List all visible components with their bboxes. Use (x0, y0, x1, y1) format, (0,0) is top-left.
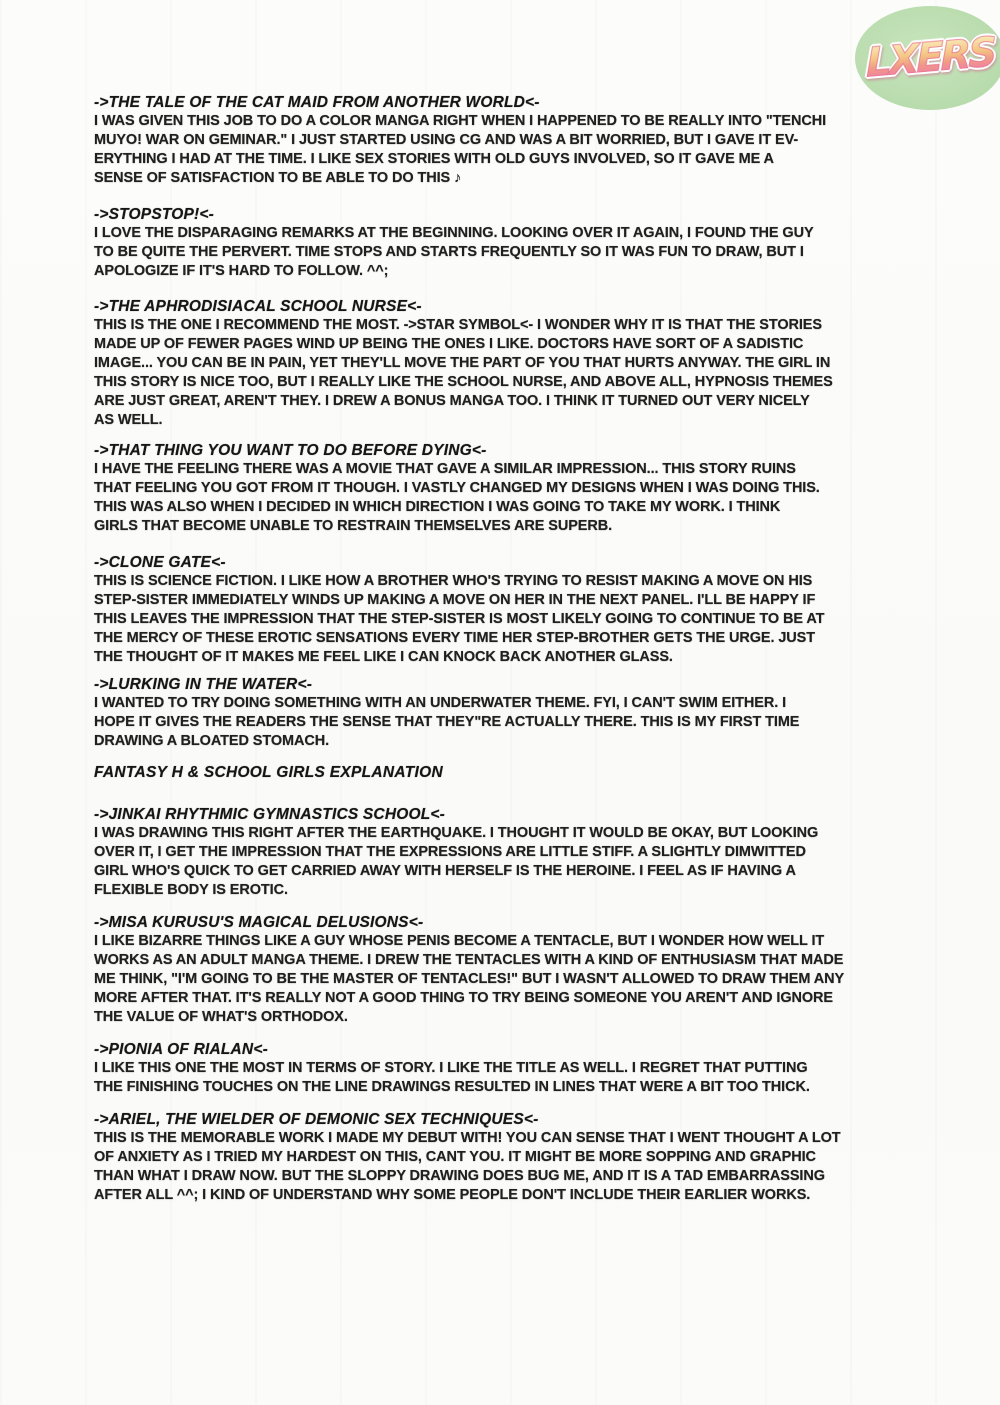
section-misa-kurusu (94, 913, 844, 1027)
text-line: WORKS AS AN ADULT MANGA THEME. I DREW THE TENTACLES WITH A KIND OF ENTHUSIASM THAT MADE (94, 952, 844, 968)
section-body (94, 1059, 810, 1097)
section-before-dying (94, 441, 820, 536)
text-line: I LOVE THE DISPARAGING REMARKS AT THE BEGINNING. LOOKING OVER IT AGAIN, I FOUND THE GUY (94, 225, 814, 241)
section-title: ->LURKING IN THE WATER<- (94, 676, 313, 693)
text-line: FLEXIBLE BODY IS EROTIC. (94, 882, 288, 898)
text-line: THIS IS THE MEMORABLE WORK I MADE MY DEBUT WITH! YOU CAN SENSE THAT I WENT THOUGHT A LOT (94, 1130, 841, 1146)
text-line: APOLOGIZE IF IT'S HARD TO FOLLOW. ^^; (94, 263, 389, 279)
section-title: ->PIONIA OF RIALAN<- (94, 1041, 268, 1058)
section-ariel (94, 1110, 841, 1205)
section-body (94, 824, 818, 900)
section-body (94, 316, 833, 430)
text-line: ARE JUST GREAT, AREN'T THEY. I DREW A BONUS MANGA TOO. I THINK IT TURNED OUT VERY NICELY (94, 393, 810, 409)
section-body (94, 572, 824, 667)
text-line: THE THOUGHT OF IT MAKES ME FEEL LIKE I CAN KNOCK BACK ANOTHER GLASS. (94, 649, 673, 665)
text-line: GIRL WHO'S QUICK TO GET CARRIED AWAY WITH HERSELF IS THE HEROINE. I FEEL AS IF HAVING A (94, 863, 796, 879)
section-cat-maid (94, 93, 826, 188)
section-title: ->CLONE GATE<- (94, 554, 226, 571)
section-body (94, 1129, 841, 1205)
text-line: GIRLS THAT BECOME UNABLE TO RESTRAIN THEMSELVES ARE SUPERB. (94, 518, 613, 534)
text-line: THIS STORY IS NICE TOO, BUT I REALLY LIKE THE SCHOOL NURSE, AND ABOVE ALL, HYPNOSIS THEMES (94, 374, 833, 390)
section-clone-gate (94, 553, 824, 667)
text-line: OF ANXIETY AS I TRIED MY HARDEST ON THIS, CANT YOU. IT MIGHT BE MORE SOPPING AND GRAPHIC (94, 1149, 816, 1165)
text-line: THE MERCY OF THESE EROTIC SENSATIONS EVERY TIME HER STEP-BROTHER GETS THE URGE. JUST (94, 630, 815, 646)
text-line: THIS IS SCIENCE FICTION. I LIKE HOW A BROTHER WHO'S TRYING TO RESIST MAKING A MOVE ON HIS (94, 573, 813, 589)
section-body (94, 224, 814, 281)
section-body (94, 932, 844, 1027)
text-line: SENSE OF SATISFACTION TO BE ABLE TO DO THIS ♪ (94, 170, 462, 186)
text-line: ERYTHING I HAD AT THE TIME. I LIKE SEX STORIES WITH OLD GUYS INVOLVED, SO IT GAVE ME A (94, 151, 774, 167)
section-title: ->JINKAI RHYTHMIC GYMNASTICS SCHOOL<- (94, 806, 446, 823)
section-title: ->THAT THING YOU WANT TO DO BEFORE DYING<- (94, 442, 487, 459)
text-line: MORE AFTER THAT. IT'S REALLY NOT A GOOD THING TO TRY BEING SOMEONE YOU AREN'T AND IGNORE (94, 990, 833, 1006)
text-line: AFTER ALL ^^; I KIND OF UNDERSTAND WHY SOME PEOPLE DON'T INCLUDE THEIR EARLIER WORKS. (94, 1187, 811, 1203)
section-body (94, 694, 799, 751)
text-line: I WAS DRAWING THIS RIGHT AFTER THE EARTHQUAKE. I THOUGHT IT WOULD BE OKAY, BUT LOOKING (94, 825, 819, 841)
text-line: TO BE QUITE THE PERVERT. TIME STOPS AND STARTS FREQUENTLY SO IT WAS FUN TO DRAW, BUT I (94, 244, 804, 260)
text-line: THAT FEELING YOU GOT FROM IT THOUGH. I VASTLY CHANGED MY DESIGNS WHEN I WAS DOING THIS. (94, 480, 820, 496)
text-line: I HAVE THE FEELING THERE WAS A MOVIE THAT GAVE A SIMILAR IMPRESSION... THIS STORY RUINS (94, 461, 796, 477)
section-title: ->THE TALE OF THE CAT MAID FROM ANOTHER WORLD<- (94, 94, 540, 111)
section-lurking-water (94, 675, 799, 751)
text-line: I LIKE THIS ONE THE MOST IN TERMS OF STORY. I LIKE THE TITLE AS WELL. I REGRET THAT PUTTING (94, 1060, 808, 1076)
text-line: THAN WHAT I DRAW NOW. BUT THE SLOPPY DRAWING DOES BUG ME, AND IT IS A TAD EMBARRASSING (94, 1168, 825, 1184)
text-line: DRAWING A BLOATED STOMACH. (94, 733, 330, 749)
text-line: AS WELL. (94, 412, 163, 428)
text-line: I WANTED TO TRY DOING SOMETHING WITH AN UNDERWATER THEME. FYI, I CAN'T SWIM EITHER. I (94, 695, 787, 711)
text-line: MUYO! WAR ON GEMINAR." I JUST STARTED USING CG AND WAS A BIT WORRIED, BUT I GAVE IT EV- (94, 132, 799, 148)
section-title: ->STOPSTOP!<- (94, 206, 215, 223)
text-line: THE FINISHING TOUCHES ON THE LINE DRAWINGS RESULTED IN LINES THAT WERE A BIT TOO THICK. (94, 1079, 810, 1095)
text-line: STEP-SISTER IMMEDIATELY WINDS UP MAKING A MOVE ON HER IN THE NEXT PANEL. I'LL BE HAPPY IF (94, 592, 816, 608)
text-line: I LIKE BIZARRE THINGS LIKE A GUY WHOSE PENIS BECOME A TENTACLE, BUT I WONDER HOW WELL IT (94, 933, 825, 949)
text-line: OVER IT, I GET THE IMPRESSION THAT THE EXPRESSIONS ARE LITTLE STIFF. A SLIGHTLY DIMWITTED (94, 844, 806, 860)
text-line: ME THINK, "I'M GOING TO BE THE MASTER OF TENTACLES!" BUT I WASN'T ALLOWED TO DRAW THEM ANY (94, 971, 845, 987)
text-line: THE VALUE OF WHAT'S ORTHODOX. (94, 1009, 348, 1025)
text-line: I WAS GIVEN THIS JOB TO DO A COLOR MANGA RIGHT WHEN I HAPPENED TO BE REALLY INTO "TENCHI (94, 113, 826, 129)
text-line: HOPE IT GIVES THE READERS THE SENSE THAT THEY"RE ACTUALLY THERE. THIS IS MY FIRST TIME (94, 714, 800, 730)
section-body (94, 460, 820, 536)
section-title: ->ARIEL, THE WIELDER OF DEMONIC SEX TECHNIQUES<- (94, 1111, 539, 1128)
section-pionia (94, 1040, 810, 1097)
section-jinkai-gymnastics (94, 805, 818, 900)
section-stopstop (94, 205, 814, 281)
text-line: THIS IS THE ONE I RECOMMEND THE MOST. ->STAR SYMBOL<- I WONDER WHY IT IS THAT THE STORIES (94, 317, 822, 333)
lxers-logo-badge (855, 6, 1000, 110)
section-school-nurse (94, 297, 833, 430)
text-line: THIS LEAVES THE IMPRESSION THAT THE STEP-SISTER IS MOST LIKELY GOING TO CONTINUE TO BE AT (94, 611, 825, 627)
section-title: ->THE APHRODISIACAL SCHOOL NURSE<- (94, 298, 422, 315)
section-title: ->MISA KURUSU'S MAGICAL DELUSIONS<- (94, 914, 424, 931)
section-body (94, 112, 826, 188)
group-heading-fantasy-h: FANTASY H & SCHOOL GIRLS EXPLANATION (94, 764, 443, 781)
text-line: THIS WAS ALSO WHEN I DECIDED IN WHICH DIRECTION I WAS GOING TO TAKE MY WORK. I THINK (94, 499, 781, 515)
lxers-logo-text: LXERS (865, 29, 995, 87)
text-line: IMAGE... YOU CAN BE IN PAIN, YET THEY'LL MOVE THE PART OF YOU THAT HURTS ANYWAY. THE GIRL IN (94, 355, 831, 371)
text-line: MADE UP OF FEWER PAGES WIND UP BEING THE ONES I LIKE. DOCTORS HAVE SORT OF A SADISTIC (94, 336, 804, 352)
